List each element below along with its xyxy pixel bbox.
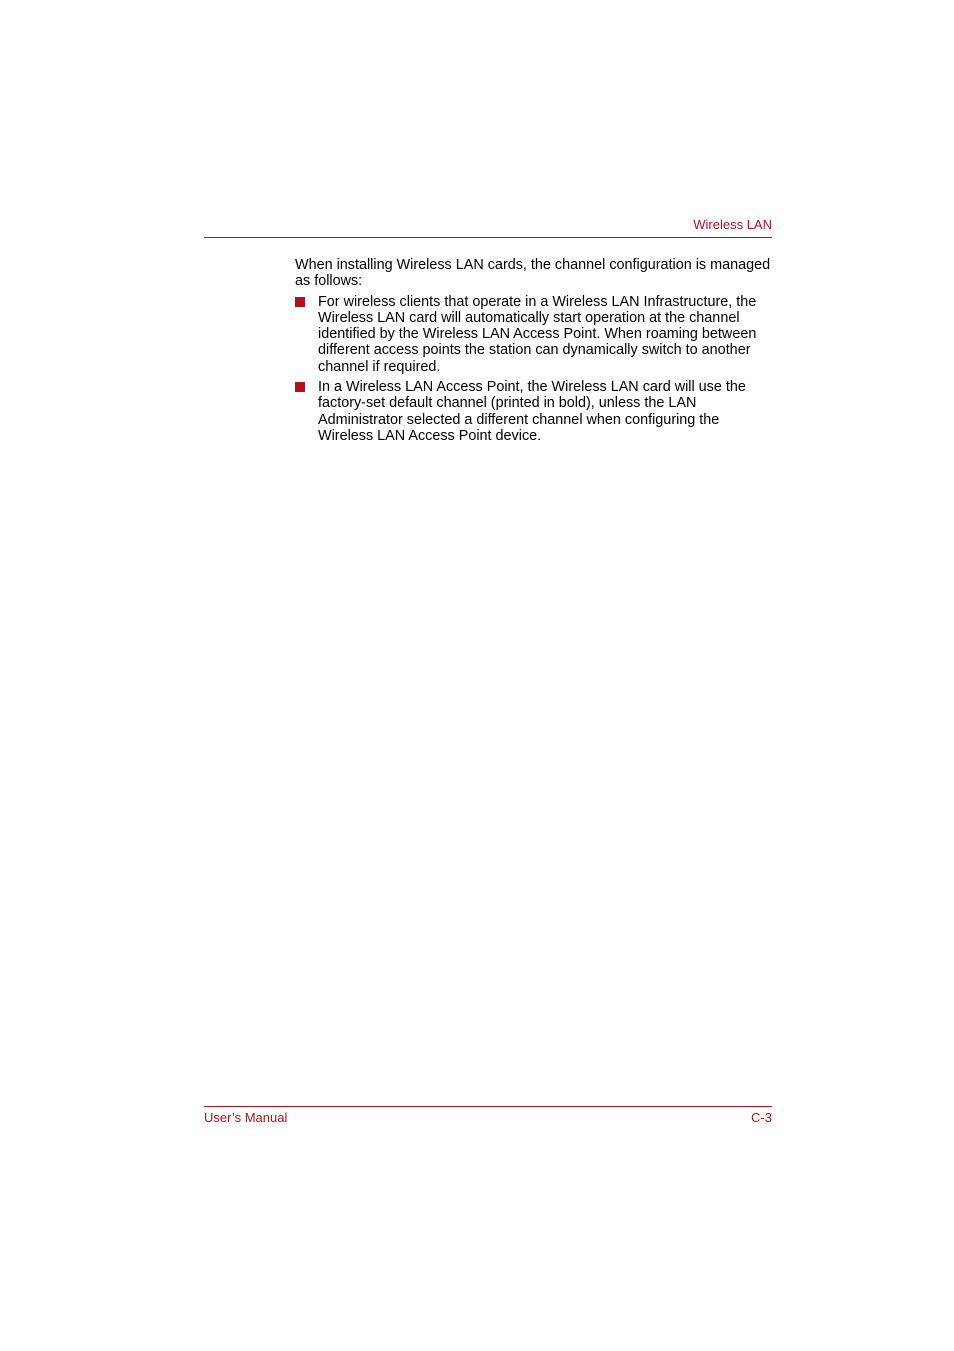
list-item-text: For wireless clients that operate in a Wireless LAN Infrastructure, the Wireless LAN card will automatically start operation at the channel identified by the Wireless LAN Access Point. When roaming between different access points the station can dynamically switch to another channel if required. — [318, 293, 757, 375]
list-item — [295, 294, 772, 375]
footer-manual-title: User’s Manual — [204, 1110, 288, 1125]
footer-rule — [204, 1106, 772, 1107]
list-item — [295, 379, 772, 444]
list-item-text: In a Wireless LAN Access Point, the Wireless LAN card will use the factory-set default channel (printed in bold), unless the LAN Administrator selected a different channel when configuring the Wireless LAN Access Point device. — [318, 379, 746, 444]
square-bullet-icon — [295, 382, 305, 392]
main-content — [295, 257, 772, 448]
intro-paragraph: When installing Wireless LAN cards, the channel configuration is managed as follows: — [295, 257, 771, 290]
header-section-title: Wireless LAN — [693, 217, 772, 232]
bullet-list — [295, 294, 772, 445]
square-bullet-icon — [295, 297, 305, 307]
header-rule — [204, 237, 772, 238]
footer-page-number: C-3 — [751, 1110, 772, 1125]
